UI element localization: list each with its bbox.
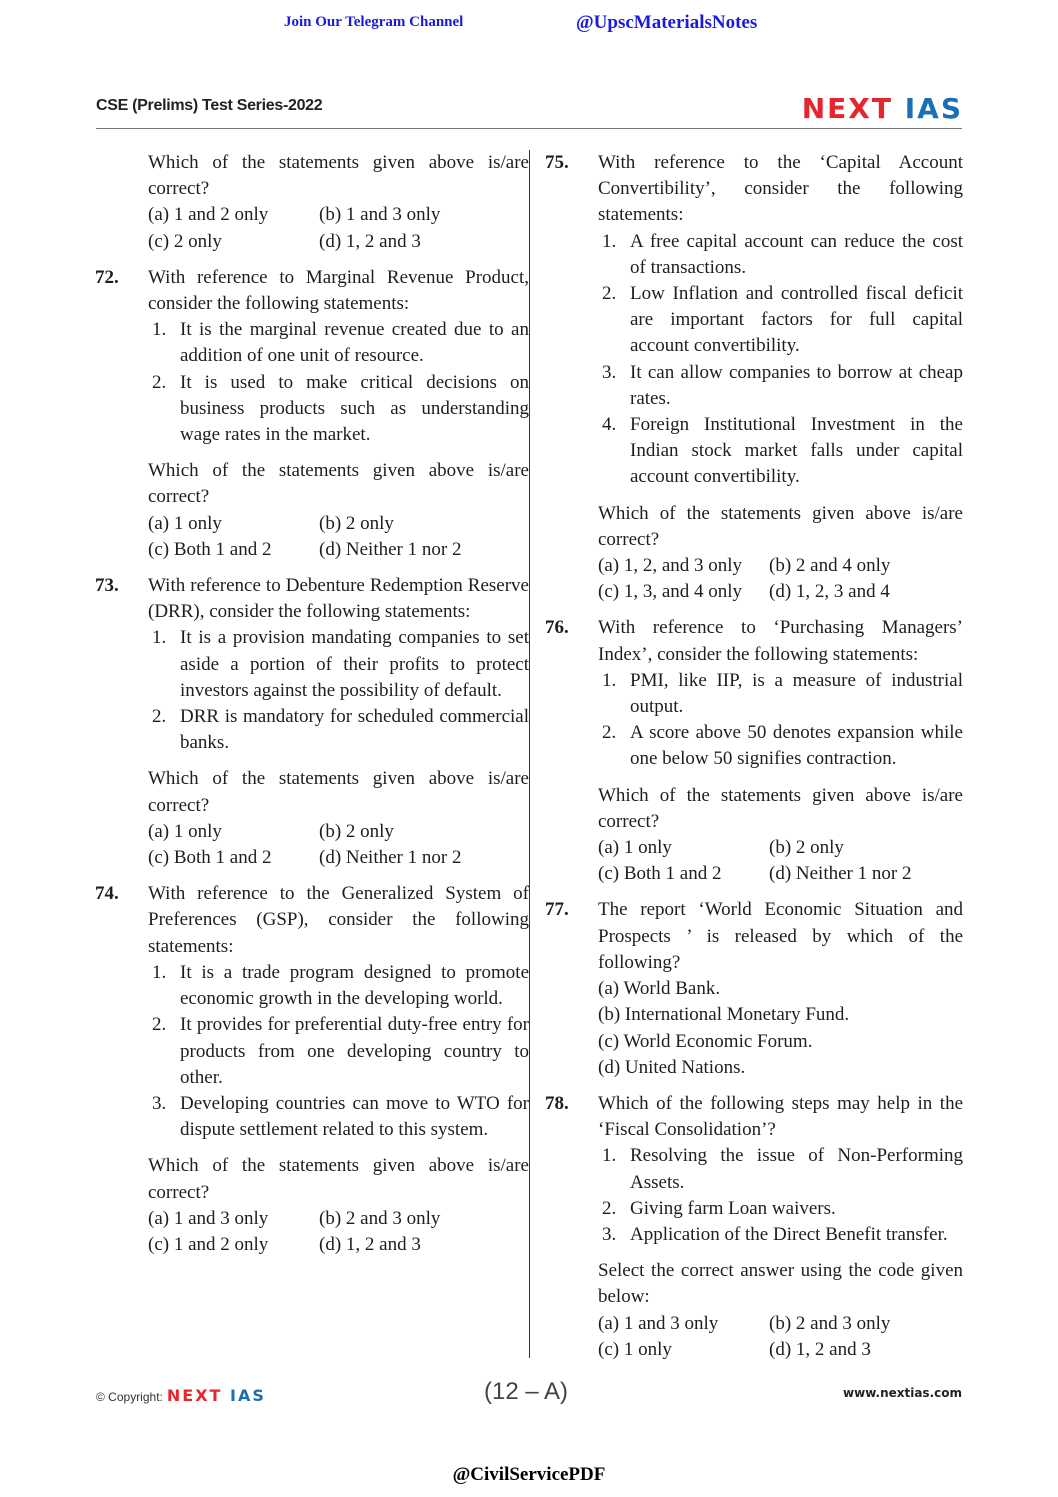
- answer-option[interactable]: (c) World Economic Forum.: [598, 1030, 813, 1052]
- answer-option[interactable]: (d) 1, 2, 3 and 4: [769, 581, 890, 603]
- question-stem: The report ‘World Economic Situation and Prospects ’ is released by which of the following?: [598, 899, 963, 973]
- statement-list: [598, 668, 963, 773]
- channel-handle: @CivilServicePDF: [452, 1464, 606, 1485]
- answer-option[interactable]: (a) 1 only: [148, 820, 222, 842]
- statement-text: It is a trade program designed to promote economic growth in the developing world.: [180, 961, 529, 1010]
- statement-number: 2.: [602, 283, 617, 305]
- logo-ias: IAS: [904, 92, 963, 125]
- options: [598, 976, 963, 1081]
- answer-option[interactable]: (a) World Bank.: [598, 978, 721, 1000]
- answer-option[interactable]: (d) Neither 1 nor 2: [319, 538, 462, 560]
- answer-option[interactable]: (c) 1, 3, and 4 only: [598, 581, 743, 603]
- statement: [148, 1012, 529, 1091]
- statement: [598, 229, 963, 281]
- statement: [598, 281, 963, 360]
- statement: [598, 668, 963, 720]
- answer-option[interactable]: (c) Both 1 and 2: [148, 847, 272, 869]
- statement: [148, 1091, 529, 1143]
- answer-option[interactable]: (a) 1 only: [598, 837, 672, 859]
- question-number: [95, 150, 148, 255]
- statement-list: [598, 1143, 963, 1248]
- question-number: 75.: [545, 152, 569, 173]
- statement-number: 1.: [152, 627, 167, 649]
- copyright-text: © Copyright:: [96, 1390, 163, 1404]
- statement-number: 1.: [152, 319, 167, 341]
- answer-option[interactable]: (a) 1, 2, and 3 only: [598, 555, 743, 577]
- answer-option[interactable]: (b) 2 and 4 only: [769, 555, 891, 577]
- question: [95, 573, 529, 871]
- question-number: 72.: [95, 266, 119, 288]
- statement-text: Developing countries can move to WTO for dispute settlement related to this system.: [180, 1092, 529, 1141]
- logo-next: NEXT: [801, 92, 893, 125]
- statement-number: 2.: [152, 1014, 167, 1036]
- answer-option[interactable]: (b) 2 and 3 only: [319, 1207, 441, 1229]
- nextias-logo: [802, 92, 963, 125]
- answer-option[interactable]: (c) 1 only: [598, 1338, 672, 1360]
- logo-ias: IAS: [230, 1386, 266, 1405]
- statement-text: It is used to make critical decisions on business products such as understanding wage rates in the market.: [180, 371, 529, 446]
- question-body: [148, 265, 529, 563]
- statement-number: 2.: [152, 371, 167, 393]
- question-number: 74.: [95, 883, 119, 905]
- answer-option[interactable]: (c) Both 1 and 2: [598, 863, 722, 885]
- statement-text: Application of the Direct Benefit transfer.: [630, 1223, 948, 1245]
- statement-text: DRR is mandatory for scheduled commercial banks.: [180, 706, 529, 754]
- telegram-channel-link[interactable]: Join Our Telegram Channel: [284, 14, 464, 30]
- question-prompt: Which of the statements given above is/are correct?: [148, 152, 529, 200]
- statement-text: Resolving the issue of Non-Performing Assets.: [630, 1145, 963, 1193]
- footer-copyright: [96, 1386, 266, 1405]
- header-rule: [96, 128, 962, 129]
- statement-number: 3.: [602, 1223, 617, 1245]
- statement: [598, 1196, 963, 1222]
- statement: [598, 1143, 963, 1195]
- statement-number: 3.: [152, 1092, 167, 1114]
- statement-number: 2.: [152, 706, 167, 728]
- statement-list: [148, 317, 529, 448]
- statement-text: It provides for preferential duty-free entry for products from one developing country to other.: [180, 1014, 529, 1088]
- statement-text: A score above 50 denotes expansion while one below 50 signifies contraction.: [630, 722, 963, 770]
- answer-option[interactable]: (b) 2 only: [769, 837, 844, 859]
- question-prompt: Which of the statements given above is/are correct?: [598, 784, 963, 832]
- question-prompt: Which of the statements given above is/are correct?: [148, 1155, 529, 1203]
- statement: [148, 704, 529, 756]
- statement-text: A free capital account can reduce the cost of transactions.: [630, 230, 963, 278]
- question-body: [598, 897, 963, 1080]
- statement-number: 1.: [602, 1145, 617, 1167]
- statement-text: It is the marginal revenue created due to an addition of one unit of resource.: [180, 319, 529, 367]
- answer-option[interactable]: (b) 2 only: [319, 512, 394, 534]
- answer-option[interactable]: (d) 1, 2 and 3: [319, 230, 421, 252]
- footer-logo: [167, 1386, 266, 1405]
- statement: [598, 720, 963, 772]
- statement: [598, 412, 963, 491]
- statement-text: Foreign Institutional Investment in the Indian stock market falls under capital account convertibility.: [630, 414, 963, 488]
- question-number: 73.: [95, 575, 119, 597]
- statement-text: Low Inflation and controlled fiscal deficit are important factors for full capital account convertibility.: [630, 283, 963, 357]
- question: [545, 1091, 963, 1363]
- question-stem: With reference to the Generalized System of Preferences (GSP), consider the following statements:: [148, 883, 529, 957]
- question: [545, 897, 963, 1080]
- statement-text: It can allow companies to borrow at cheap rates.: [630, 361, 963, 409]
- question: [95, 881, 529, 1258]
- answer-option[interactable]: (d) 1, 2 and 3: [769, 1338, 871, 1360]
- statement-number: 1.: [602, 669, 617, 691]
- question-body: [148, 150, 529, 255]
- answer-option[interactable]: (c) Both 1 and 2: [148, 538, 272, 560]
- answer-option[interactable]: (d) United Nations.: [598, 1056, 746, 1078]
- answer-option[interactable]: (a) 1 and 2 only: [148, 204, 269, 226]
- statement-list: [148, 625, 529, 756]
- statement-list: [148, 960, 529, 1143]
- question-prompt: Which of the statements given above is/are correct?: [598, 502, 963, 550]
- answer-option[interactable]: (d) 1, 2 and 3: [319, 1233, 421, 1255]
- options: [148, 819, 529, 871]
- question-prompt: Which of the statements given above is/are correct?: [148, 460, 529, 508]
- options: [148, 202, 529, 254]
- options: [598, 553, 963, 605]
- statement: [598, 1222, 963, 1248]
- question-body: [598, 150, 963, 605]
- statement: [148, 370, 529, 449]
- question-number: 78.: [545, 1092, 569, 1114]
- statement-number: 1.: [602, 230, 617, 252]
- question-stem: Which of the following steps may help in the ‘Fiscal Consolidation’?: [598, 1092, 963, 1141]
- header-title: CSE (Prelims) Test Series-2022: [96, 97, 323, 114]
- statement-number: 2.: [602, 722, 617, 744]
- answer-option[interactable]: (b) 2 and 3 only: [769, 1312, 891, 1334]
- question-stem: With reference to Marginal Revenue Product, consider the following statements:: [148, 266, 529, 315]
- statement: [598, 360, 963, 412]
- statement-number: 1.: [152, 961, 167, 983]
- options: [148, 511, 529, 563]
- question: [545, 615, 963, 887]
- statement-number: 3.: [602, 361, 617, 383]
- left-column: [95, 150, 529, 1268]
- logo-next: NEXT: [166, 1386, 223, 1405]
- question-number: 76.: [545, 617, 569, 639]
- question-prompt: Which of the statements given above is/are correct?: [148, 768, 529, 816]
- answer-option[interactable]: (c) 2 only: [148, 230, 222, 252]
- telegram-handle-link[interactable]: @UpscMaterialsNotes: [576, 12, 758, 33]
- column-divider: [529, 150, 530, 1358]
- question-number: 77.: [545, 899, 569, 921]
- statement-list: [598, 229, 963, 491]
- statement: [148, 317, 529, 369]
- page-number: (12 – A): [484, 1378, 569, 1405]
- options: [598, 835, 963, 887]
- options: [598, 1311, 963, 1363]
- question: [95, 150, 529, 255]
- question-stem: With reference to Debenture Redemption Reserve (DRR), consider the following statements:: [148, 575, 529, 623]
- question: [545, 150, 963, 605]
- answer-option[interactable]: (b) 1 and 3 only: [319, 204, 441, 226]
- question-stem: With reference to the ‘Capital Account Convertibility’, consider the following statements:: [598, 152, 963, 226]
- question-body: [148, 881, 529, 1258]
- statement-text: Giving farm Loan waivers.: [630, 1197, 836, 1219]
- options: [148, 1206, 529, 1258]
- answer-option[interactable]: (d) Neither 1 nor 2: [769, 863, 912, 885]
- question-prompt: Select the correct answer using the code given below:: [598, 1260, 963, 1308]
- question-body: [598, 615, 963, 887]
- question-body: [148, 573, 529, 871]
- answer-option[interactable]: (d) Neither 1 nor 2: [319, 847, 462, 869]
- question: [95, 265, 529, 563]
- statement: [148, 960, 529, 1012]
- answer-option[interactable]: (a) 1 and 3 only: [598, 1312, 719, 1334]
- answer-option[interactable]: (b) International Monetary Fund.: [598, 1004, 850, 1026]
- right-column: [545, 150, 963, 1373]
- answer-option[interactable]: (c) 1 and 2 only: [148, 1233, 269, 1255]
- answer-option[interactable]: (a) 1 and 3 only: [148, 1207, 269, 1229]
- question-body: [598, 1091, 963, 1363]
- question-stem: With reference to ‘Purchasing Managers’ Index’, consider the following statements:: [598, 617, 963, 665]
- statement-number: 4.: [602, 414, 617, 436]
- statement-text: It is a provision mandating companies to set aside a portion of their profits to protect investors against the possibility of default.: [180, 627, 529, 701]
- answer-option[interactable]: (b) 2 only: [319, 820, 394, 842]
- website-link[interactable]: www.nextias.com: [843, 1386, 962, 1400]
- statement-text: PMI, like IIP, is a measure of industrial output.: [630, 669, 963, 718]
- statement-number: 2.: [602, 1197, 617, 1219]
- answer-option[interactable]: (a) 1 only: [148, 512, 222, 534]
- statement: [148, 625, 529, 704]
